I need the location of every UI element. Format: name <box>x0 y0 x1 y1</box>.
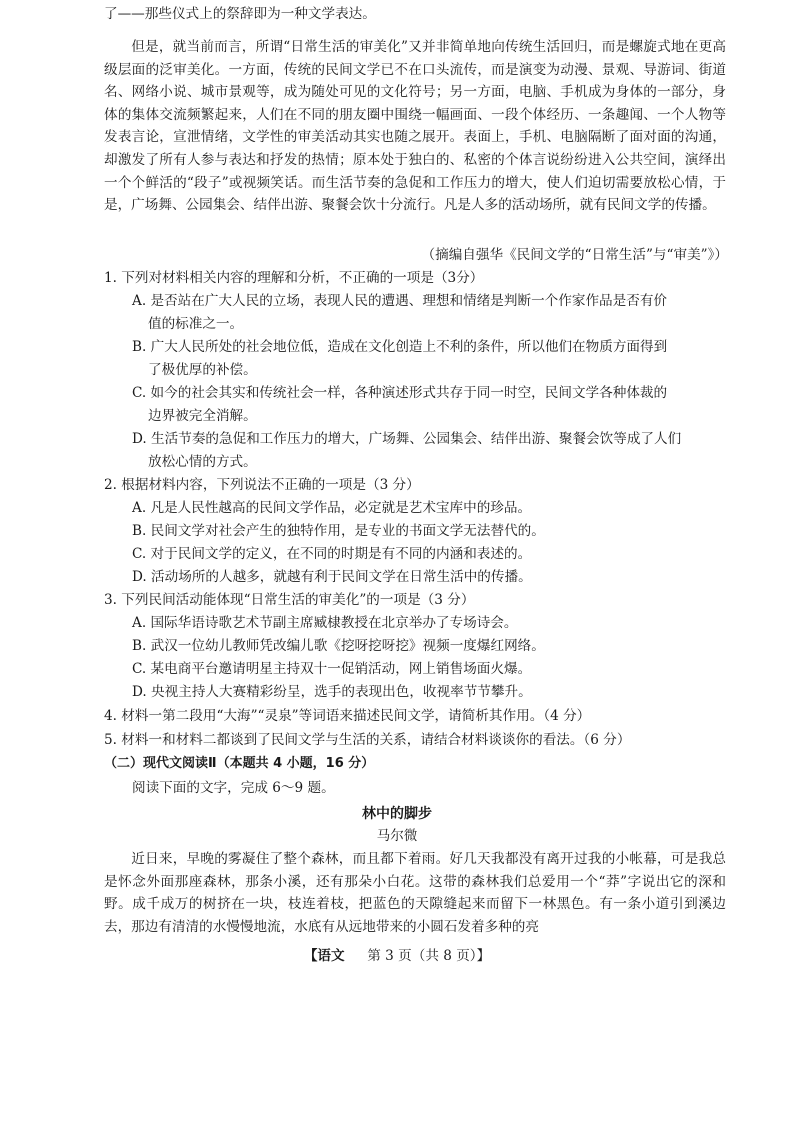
question-1-stem: 1. 下列对材料相关内容的理解和分析，不正确的一项是（3分） <box>104 270 484 286</box>
question-2-option-c: C. 对于民间文学的定义，在不同的时期是有不同的内涵和表述的。 <box>132 546 532 562</box>
question-1-option-d <box>132 428 726 473</box>
section-instruction: 阅读下面的文字，完成 6～9 题。 <box>132 780 335 796</box>
option-text: C. 如今的社会其实和传统社会一样，各种演述形式共存于同一时空，民间文学各种体裁的 <box>132 385 668 401</box>
question-5-stem: 5. 材料一和材料二都谈到了民间文学与生活的关系，请结合材料谈谈你的看法。（6 分） <box>104 732 631 748</box>
section-heading: （二）现代文阅读Ⅱ（本题共 4 小题，16 分） <box>104 756 375 771</box>
option-text: D. 生活节奏的急促和工作压力的增大，广场舞、公园集会、结伴出游、聚餐会饮等成了人们 <box>132 431 682 447</box>
question-2-option-a: A. 凡是人民性越高的民间文学作品，必定就是艺术宝库中的珍品。 <box>132 500 532 516</box>
passage-source: （摘编自强华《民间文学的“日常生活”与“审美”》） <box>421 247 728 263</box>
option-text: B. 广大人民所处的社会地位低，造成在文化创造上不利的条件，所以他们在物质方面得到 <box>132 339 668 355</box>
question-2-option-d: D. 活动场所的人越多，就越有利于民间文学在日常生活中的传播。 <box>132 569 532 585</box>
story-author: 马尔微 <box>376 828 418 844</box>
question-3-option-c: C. 某电商平台邀请明星主持双十一促销活动，网上销售场面火爆。 <box>132 661 532 677</box>
passage-top-line: 了——那些仪式上的祭辞即为一种文学表达。 <box>104 6 376 22</box>
option-continuation: 放松心情的方式。 <box>148 453 257 470</box>
question-1-option-c <box>132 382 726 427</box>
question-1-option-a <box>132 290 726 335</box>
question-3-option-d: D. 央视主持人大赛精彩纷呈，选手的表现出色，收视率节节攀升。 <box>132 684 532 700</box>
question-2-option-b: B. 民间文学对社会产生的独特作用，是专业的书面文学无法替代的。 <box>132 523 545 539</box>
story-title: 林中的脚步 <box>362 806 432 822</box>
footer-subject: 【语文 <box>303 948 345 964</box>
question-2-stem: 2. 根据材料内容，下列说法不正确的一项是（3 分） <box>104 477 420 493</box>
question-3-option-b: B. 武汉一位幼儿教师凭改编儿歌《挖呀挖呀挖》视频一度爆红网络。 <box>132 638 545 654</box>
question-3-option-a: A. 国际华语诗歌艺术节副主席臧棣教授在北京举办了专场诗会。 <box>132 615 518 631</box>
passage-main-paragraph: 但是，就当前而言，所谓“日常生活的审美化”又并非简单地向传统生活回归，而是螺旋式地在更高级层面的泛审美化。一方面，传统的民间文学已不在口头流传，而是演变为动漫、景观、导游词、街道名、网络小说、城市景观等，成为随处可见的文化符号；另一方面，电脑、手机成为身体的一部分，身体的集体交流频繁起来，人们在不同的朋友圈中围绕一幅画面、一段个体经历、一条趣闻、一个人物等发表言论，宣泄情绪，文学性的审美活动其实也随之展开。表面上，手机、电脑隔断了面对面的沟通，却激发了所有人参与表达和抒发的热情；原本处于独白的、私密的个体言说纷纷进入公共空间，演绎出一个个鲜活的“段子”或视频笑话。而生活节奏的急促和工作压力的增大，使人们迫切需要放松心情，于是，广场舞、公园集会、结伴出游、聚餐会饮十分流行。凡是人多的活动场所，就有民间文学的传播。 <box>104 39 726 214</box>
story-paragraph: 近日来，早晚的雾凝住了整个森林，而且都下着雨。好几天我都没有离开过我的小帐幕，可是我总是怀念外面那座森林，那条小溪，还有那朵小白花。这带的森林我们总爱用一个“莽”字说出它的深和野。成千成万的树挤在一块，枝连着枝，把蓝色的天隙缝起来而留下一林黑色。有一条小道引到溪边去，那边有清清的水慢慢地流，水底有从远地带来的小圆石发着多种的亮 <box>104 851 726 935</box>
option-continuation: 了极优厚的补偿。 <box>148 361 257 378</box>
question-4-stem: 4. 材料一第二段用“大海”“灵泉”等词语来描述民间文学，请简析其作用。（4 分） <box>104 708 591 724</box>
question-1-option-b <box>132 336 726 381</box>
footer-page-info: 第 3 页（共 8 页）】 <box>367 948 491 964</box>
option-continuation: 值的标准之一。 <box>148 315 244 332</box>
option-text: A. 是否站在广大人民的立场，表现人民的遭遇、理想和情绪是判断一个作家作品是否有价 <box>132 293 668 309</box>
option-continuation: 边界被完全消解。 <box>148 407 257 424</box>
question-3-stem: 3. 下列民间活动能体现“日常生活的审美化”的一项是（3 分） <box>104 592 475 608</box>
page-footer <box>0 945 794 967</box>
